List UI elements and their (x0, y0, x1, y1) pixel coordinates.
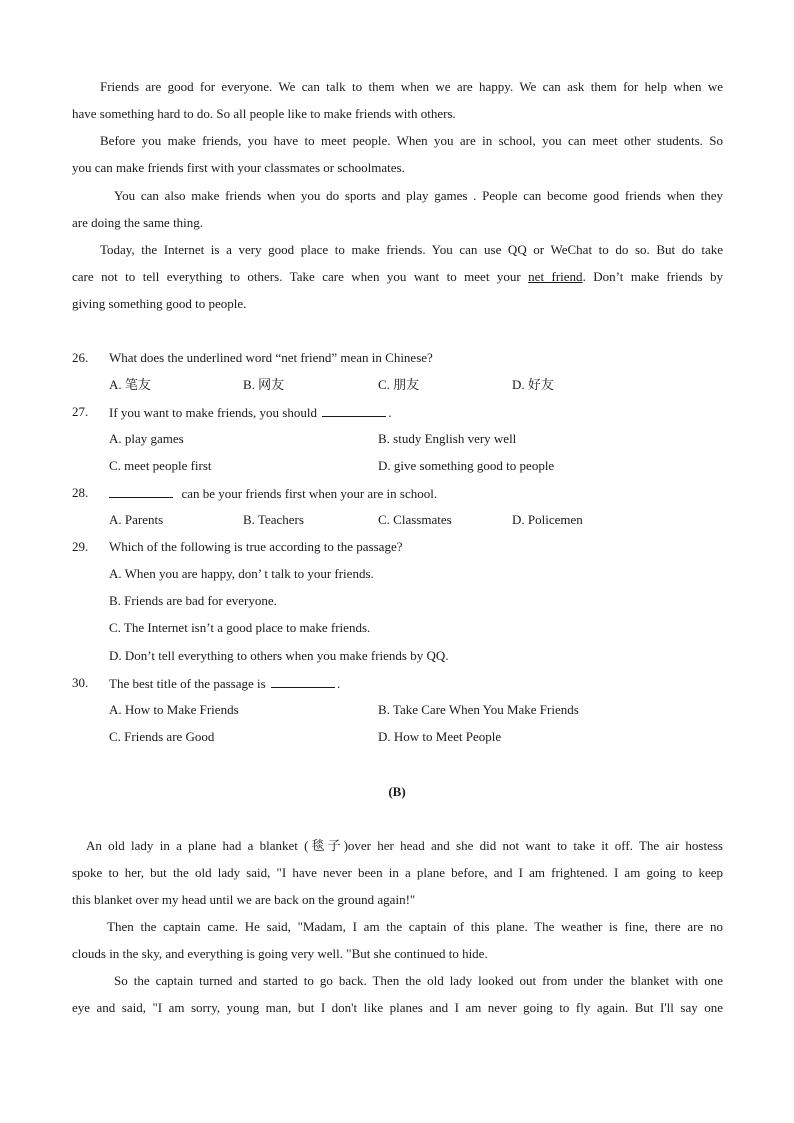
option-c[interactable]: C. 朋友 (378, 377, 420, 392)
passage-line: An old lady in a plane had a blanket (毯子)over her head and she did not want to take it off. The air hostess (86, 838, 723, 853)
section-b-title: (B) (388, 784, 406, 799)
question-text: can be your friends first when your are in school. (181, 486, 438, 501)
passage-line: You can also make friends when you do sports and play games . People can become good friends when they (114, 188, 723, 203)
passage-line: have something hard to do. So all people like to make friends with others. (72, 106, 456, 121)
option-b[interactable]: B. Teachers (243, 512, 304, 527)
question-number: 30. (72, 675, 89, 690)
option-b[interactable]: B. Take Care When You Make Friends (378, 702, 579, 717)
passage-line: you can make friends first with your classmates or schoolmates. (72, 160, 405, 175)
option-d[interactable]: D. How to Meet People (378, 729, 502, 744)
passage-line: Then the captain came. He said, "Madam, I am the captain of this plane. The weather is fine, there are no (107, 919, 723, 934)
option-a[interactable]: A. Parents (109, 512, 164, 527)
option-c[interactable]: C. Classmates (378, 512, 452, 527)
passage-line: are doing the same thing. (72, 215, 204, 230)
passage-line: spoke to her, but the old lady said, "I have never been in a plane before, and I am frightened. I am going to keep (72, 865, 723, 880)
question-end: . (388, 405, 392, 420)
passage-line: this blanket over my head until we are back on the ground again!" (72, 892, 416, 907)
option-b[interactable]: B. 网友 (243, 377, 285, 392)
question-text: What does the underlined word “net friend” mean in Chinese? (109, 350, 433, 365)
option-c[interactable]: C. Friends are Good (109, 729, 215, 744)
passage-line: eye and said, "I am sorry, young man, but I don't like planes and I am never going to fly again. But I'll say one (72, 1000, 723, 1015)
question-text: Which of the following is true according to the passage? (109, 539, 403, 554)
option-d[interactable]: D. Policemen (512, 512, 583, 527)
option-a[interactable]: A. 笔友 (109, 377, 151, 392)
question-text-wrap (109, 675, 340, 692)
option-d[interactable]: D. Don’t tell everything to others when you make friends by QQ. (109, 648, 449, 663)
passage-line: So the captain turned and started to go back. Then the old lady looked out from under the blanket with one (114, 973, 723, 988)
option-b[interactable]: B. Friends are bad for everyone. (109, 593, 277, 608)
option-a[interactable]: A. play games (109, 431, 184, 446)
underlined-net-friend: net friend (528, 269, 583, 284)
question-text: The best title of the passage is (109, 676, 266, 691)
question-number: 26. (72, 350, 89, 365)
question-text-wrap (109, 485, 437, 502)
answer-blank[interactable] (322, 404, 386, 417)
passage-line (72, 269, 723, 285)
passage-text: care not to tell everything to others. Take care when you want to meet your (72, 269, 529, 284)
passage-line: Before you make friends, you have to meet people. When you are in school, you can meet other students. So (100, 133, 723, 148)
passage-line: Today, the Internet is a very good place to make friends. You can use QQ or WeChat to do so. But do take (100, 242, 723, 257)
option-d[interactable]: D. 好友 (512, 377, 554, 392)
question-text-wrap (109, 404, 391, 421)
question-number: 28. (72, 485, 89, 500)
passage-line: clouds in the sky, and everything is going very well. "But she continued to hide. (72, 946, 488, 961)
option-c[interactable]: C. The Internet isn’t a good place to make friends. (109, 620, 371, 635)
question-number: 27. (72, 404, 89, 419)
question-text: If you want to make friends, you should (109, 405, 317, 420)
option-c[interactable]: C. meet people first (109, 458, 212, 473)
option-b[interactable]: B. study English very well (378, 431, 517, 446)
option-a[interactable]: A. How to Make Friends (109, 702, 239, 717)
answer-blank[interactable] (271, 675, 335, 688)
question-number: 29. (72, 539, 89, 554)
option-d[interactable]: D. give something good to people (378, 458, 555, 473)
question-end: . (336, 676, 341, 691)
answer-blank[interactable] (109, 485, 173, 498)
passage-line: giving something good to people. (72, 296, 247, 311)
passage-line: Friends are good for everyone. We can talk to them when we are happy. We can ask them for help when we (100, 79, 723, 94)
passage-text: . Don’t make friends by (582, 269, 723, 284)
option-a[interactable]: A. When you are happy, don’ t talk to your friends. (109, 566, 374, 581)
